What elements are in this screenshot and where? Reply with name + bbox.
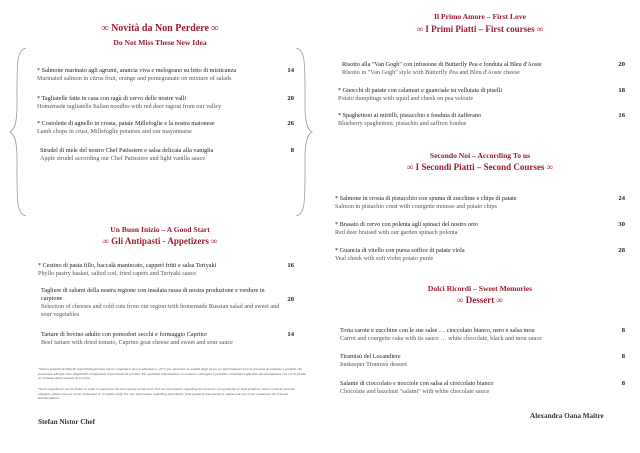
menu-item: Risotto alla "Van Gogh" con infusione di Butterfly Pea e fonduta al Bleu d'Aoste Risotto in "Van Gogh" style with Butterfly Pea and Bleu d'Aoste cheese [342, 61, 542, 76]
novita-subtitle: Do Not Miss These New Idea [113, 38, 207, 47]
dessert-kicker: Dolci Ricordi – Sweet Memories [427, 284, 533, 293]
antipasti-kicker: Un Buon Inizio – A Good Start [110, 225, 210, 234]
item-price: 16 [287, 262, 294, 269]
item-price: 20 [287, 296, 294, 303]
primi-kicker: Il Primo Amore – First Love [433, 12, 527, 21]
maitre-signature: Alexandra Oana Maitre [530, 412, 604, 420]
menu-item: Salame di cioccolato e nocciole con salsa al cioccolato bianco Chocolate and hazelnut "salami" with white chocolate sauce [340, 380, 494, 395]
item-price: 16 [618, 112, 625, 119]
left-brace-decoration [8, 46, 30, 218]
item-price: 14 [287, 331, 294, 338]
allergen-note-english: *Some ingredients can be frozen in order to guarantee the best quality of that item. For the information regarding the presence of ingredients or food products, which could be provoke allergies, please ask any of our restaurant or reception staff. For any information regarding ingredients, food products and allergens, please ask any of our restaurant the relevant documentation. [38, 387, 295, 401]
item-price: 24 [618, 195, 625, 202]
menu-item: Tagliere di salumi della nostra regione con insalata russa di nostra produzione e verdure in carpione Selection of cheeses and cold cuts from our region with homemade Russian salad and sweet and sour vegetables [41, 287, 280, 318]
menu-item: * Cestino di pasta fillo, baccalà mantecato, capperi fritti e salsa Teriyaki Phyllo pastry basket, salted cod, fried capers and Teriyaki sauce [38, 262, 217, 277]
right-brace-decoration [292, 46, 314, 218]
menu-item: * Costolette di agnello in crosta, patate Millefoglie e la nostra maionese Lamb chops in crust, Millefoglie potatoes and our mayonnaise [37, 120, 215, 135]
menu-item: Tiramisù del Locandiere Innkeeper Tiramisù dessert [340, 353, 408, 368]
menu-item: * Brasato di cervo con polenta agli spinaci del nostro orto Red deer braised with our garden spinach polenta [335, 221, 478, 236]
item-price: 30 [618, 221, 625, 228]
menu-item: Strudel di mele del nostro Chef Patissiere e salsa delicata alla vaniglia Apple strudel according our Chef Patissiere and light vanilla sauce [40, 147, 214, 162]
chef-signature: Stefan Nistor Chef [38, 418, 95, 426]
right-menu-page [320, 0, 640, 453]
menu-item: * Tagliatelle fatte in casa con ragù di cervo delle nostre valli Homemade tagliatelle Italian noodles with red deer ragout from our valley [37, 95, 222, 110]
item-price: 28 [618, 247, 625, 254]
menu-item: Torta carote e zucchine con le sue salse … cioccolato bianco, nero e salsa mou Carrot and courgette cake with its sauce … white chocolate, black and mou sauce [340, 327, 542, 342]
dessert-title: ∞ Dessert ∞ [457, 295, 503, 305]
item-price: 8 [621, 380, 625, 387]
allergen-note-italian: *Alcuni prodotti di difficile reperibilità possono essere congelati o da noi abbattuti a -25°C per garantire la qualità degli stessi. Le informazioni circa la presenza di sostanze o prodotti che provocano allergie sono disponibili rivolgendosi al personale di servizio. Per qualsiasi informazione su sostanze e allergeni è possibile consultare l'apposita documentazione che verrà fornita su richiesta dal personale di servizio. [38, 367, 307, 381]
item-price: 8 [290, 147, 294, 154]
item-price: 14 [287, 67, 294, 74]
primi-title: ∞ I Primi Piatti – First courses ∞ [416, 24, 544, 34]
item-price: 20 [618, 61, 625, 68]
item-price: 26 [287, 120, 294, 127]
item-price: 18 [618, 87, 625, 94]
item-price: 20 [287, 95, 294, 102]
menu-item: * Salmone in crosta di pistacchio con spuma di zucchine e chips di patate Salmon in pistachio crust with courgette mousse and potato chips [335, 195, 517, 210]
item-price: 8 [621, 327, 625, 334]
menu-item: Tartare di bovino adulto con pomodori secchi e formaggio Caprino Beef tartare with dried tomato, Caprino goat cheese and sweet and sour sauce [41, 331, 233, 346]
item-price: 8 [621, 353, 625, 360]
secondi-title: ∞ I Secondi Piatti – Second Courses ∞ [406, 162, 554, 172]
menu-item: * Guancia di vitello con purea soffice di patate viola Veal cheek with soft violet potato purée [335, 247, 465, 262]
antipasti-title: ∞ Gli Antipasti - Appetizers ∞ [102, 236, 218, 246]
secondi-kicker: Secondo Noi – According To us [429, 151, 531, 160]
novita-title: ∞ Novità da Non Perdere ∞ [101, 23, 219, 34]
menu-item: * Spaghettoni ai mirtilli, pistacchio e fonduta di zafferano Blueberry spaghettoni, pistachio and saffron fondue [338, 112, 482, 127]
menu-item: * Gnocchi di patate con calamari e guanciale su vellutata di piselli Potato dumplings with squid and cheek on pea veloute [338, 87, 503, 102]
menu-item: * Salmone marinato agli agrumi, arancia viva e melograno su letto di misticanza Marinated salmon in citrus fruit, orange and pomegranate on mixture of salads [37, 67, 237, 82]
